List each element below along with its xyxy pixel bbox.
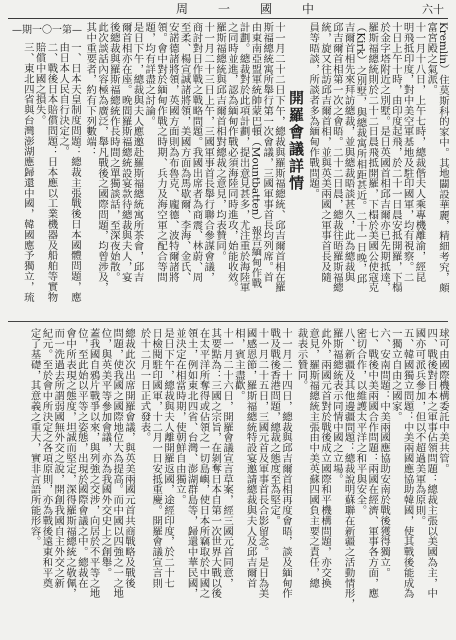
text-column: 蓋我國自鴉片戰爭以來，與列強之交涉，向居於不平等之地 <box>87 328 100 599</box>
article-block-bottom-middle <box>138 328 291 634</box>
text-column: 統，旋又往訪邱吉爾首相，並與英美兩國之軍事首長及隨 <box>319 22 332 282</box>
text-column: 其中重要者，約有下列數端： <box>84 22 97 158</box>
text-column: 羅斯福總統表示同情中國之立場。 <box>330 328 343 484</box>
text-column: 由東南亞盟軍統帥蒙巴頓（Mountbatten）報告緬甸作戰 <box>249 22 262 289</box>
text-column: 總裁此次出席開羅會議，與英美兩國元首共商戰略及戰後 <box>123 328 135 588</box>
text-column: 賠償中國之損失。 <box>33 42 46 126</box>
text-column: 紀元。至於會中所決定之各項原則，亦為戰後遠東和平奠 <box>40 328 53 588</box>
text-column: 吉爾首相先來拜訪總裁，並與總裁晤談甚久，此為總裁與 <box>342 22 355 282</box>
text-column: 並決定在相當時期，使朝鮮自由獨立。 <box>173 328 186 505</box>
text-column: 位，至此始以平等之姿態，出現於國際會議之中。總裁在 <box>75 328 88 588</box>
text-column: 十一月二十二日下午，總裁與羅斯福總統、邱吉爾首相在羅 <box>273 22 285 293</box>
text-column: 球可由國際機構委託中美共管。 <box>437 328 449 474</box>
text-column: 密切合作，以維護太平洋之和平與安全。 <box>354 328 367 516</box>
text-column: 八、新疆及其他邊疆問題：總裁說明蘇聯在新疆之活動情形， <box>342 328 355 609</box>
article-heading: 開羅會議詳情 <box>287 90 305 192</box>
text-column: 在太平洋所奪得或佔領之一切島嶼，使日本所竊取於中國之 <box>197 328 210 599</box>
text-column: 邱吉爾首相第一次之會晤。二十二日晨，總裁往晤羅斯福總 <box>330 22 343 293</box>
text-column: 題，均有詳盡之討論。 <box>143 22 156 126</box>
text-column: 五、韓國獨立問題：中美兩國應協助韓國，使其戰後能成為 <box>401 328 414 599</box>
issue-number: —第一〇一期— <box>12 25 82 36</box>
text-column: 十一月二十三日上午，三國軍事首長舉行聯合參謀會議， <box>202 22 215 282</box>
text-column: 戰及戰後香港問題，總裁之態度至為堅定。 <box>268 328 281 526</box>
text-column: 一獨立自由之國家。 <box>389 328 402 422</box>
article-block-top-left <box>21 42 80 318</box>
text-column: 十一月十八日，上午七時，總裁偕夫人乘專機離渝，經昆 <box>413 22 426 282</box>
text-column: 後總裁與羅斯福總統作長時間之單獨談話，至深夜始散。 <box>107 22 120 282</box>
text-column: 裁表示贊同。 <box>295 328 308 391</box>
text-column: 定了基礎，其意義之重大，實非言語所能形容。 <box>28 328 41 547</box>
text-column: 此外，兩國元首對於戰後成立國際和平機構問題，亦交換 <box>319 328 332 588</box>
article-block-bottom-right <box>295 328 448 634</box>
text-column: 領土，例如東北四省、台灣、澎湖群島等，歸還中華民國， <box>185 328 198 599</box>
text-column: 十一月二十四日，總裁與邱吉爾首相再度會晤，談及緬甸作 <box>280 328 292 599</box>
text-column: 國亦可派兵參加，但以不超過美軍為原則。 <box>413 328 426 526</box>
text-column: 四、戰後對日本之軍事佔領問題：總裁主張以美國為主，中 <box>425 328 438 599</box>
text-column: 十一月二十六日，開羅會議宣言草案，經三國元首同意， <box>221 328 234 588</box>
text-column: 十一月二十五日，三國元首及軍事首長合影留念。是日為美 <box>256 328 269 599</box>
text-column: 是日下午，總裁與夫人離開羅返國，途經印度，於二十七 <box>162 328 175 588</box>
text-column: 問題，使我國之國際地位大為提高。而中國以四強之一之地 <box>111 328 124 599</box>
text-column: 此次談話內容極為廣泛，舉凡戰後之國際問題，均曾涉及， <box>96 22 109 293</box>
text-column: 安諾德諸將領，英國方面則為布魯克、龐德、波特爾諸將 <box>166 22 179 282</box>
text-column: 而一洗過去所謂弱國無外交之說，開創我國自主外交之新 <box>52 328 65 588</box>
text-column: 由日本人民自行決定之。 <box>57 42 70 157</box>
text-column: 意見，羅斯福總統主張由中美英蘇四國負主要之責任，總 <box>307 328 320 588</box>
text-column: 相，賓主盡歡。 <box>232 328 245 401</box>
text-column: 是日下午，總裁與夫人應邀赴羅斯福總統寓所茶會，邱吉 <box>131 22 144 282</box>
article-block-bottom-left <box>28 328 134 634</box>
text-column: 明飛抵印度，對中美空軍基地及駐印國軍，均有視察。二 <box>401 22 414 282</box>
text-column: 之同時並進，認為緬甸作戰必須海陸同時進攻，始能收效。 <box>225 22 238 293</box>
text-column: 員等晤談，所談者多為緬甸作戰問題。 <box>307 22 320 199</box>
page-number: 十六 <box>422 3 444 16</box>
text-column: 領。會中對於緬甸作戰之時期、兵力及海空軍之配合等問 <box>155 22 168 282</box>
text-column: （Kirk）之別墅，與總裁寓所相距甚近。二十一日晚，邱 <box>354 22 367 284</box>
text-column: 於十二月一日正式發表。 <box>138 328 151 443</box>
text-column: 斯福總統寓所舉行第一次會議，三國軍事首長均列席。首 <box>261 22 274 282</box>
text-column: 計劃。總裁對於此項計劃，提出意見甚多，尤注重於海陸軍 <box>237 22 250 293</box>
text-column: Kremlin）住莫斯科的家中。其地闢設華麗，精細考究，頗 <box>437 22 449 293</box>
text-column: 十日上午十時，由印度起飛，於二十一日晨安抵開羅，下榻 <box>389 22 402 293</box>
text-column: 羅斯福總統則於二十二日晨飛抵開羅，下榻於美國公使寇克 <box>366 22 379 293</box>
text-column: 六、安南問題：中美兩國應協助安南於戰後獲得獨立。 <box>378 328 391 578</box>
text-column: 位，與英美平等參加會議，亦為我國外交史上之創舉。 <box>99 328 112 578</box>
text-column: 日檢閱駐印國軍，十二月一日安抵重慶。開羅會議宣言則 <box>150 328 163 588</box>
text-column: 會中所表現之態度，坦誠而堅定，深得羅斯福總統之敬佩， <box>64 328 77 599</box>
text-column: 七、戰後中美兩國合作問題：兩國在經濟、軍事各方面，應 <box>366 328 379 599</box>
text-column: 至柔、楊宣誠諸將領，美國方面為馬歇爾、李海、金氏、 <box>178 22 191 282</box>
article-block-top-middle <box>83 22 284 316</box>
text-column: 二、戰後日本賠償問題：日本應以工業機器及船舶等實物 <box>45 42 58 302</box>
text-column: 富宮殿之氣派。 <box>425 22 438 95</box>
text-column: 於金字塔附近之別墅。是日英國首相邱吉爾亦已先期抵達， <box>378 22 391 293</box>
text-column: 一、日本天皇制度問題：總裁主張戰後日本國體問題，應 <box>69 42 81 302</box>
text-column: 其要點為：三國之宗旨，在剝奪日本自第一次世界大戰以後 <box>209 328 222 599</box>
section-divider <box>8 321 448 322</box>
header-rule <box>8 18 448 19</box>
article-block-top-right <box>306 22 448 316</box>
publication-title: 中國一周 <box>176 2 345 16</box>
text-column: 爾首相亦在座。晚間羅斯福總統設宴款待總裁與夫人，宴 <box>119 22 132 282</box>
text-column: 國感恩節，羅斯福總統特設宴邀請總裁與夫人及邱吉爾首 <box>244 328 257 588</box>
text-column: 商討對日作戰之戰略問題。我國出席者為商震、林蔚、周 <box>190 22 203 282</box>
text-column: 三、東北四省與台灣澎湖應歸還中國，韓國應予獨立，琉 <box>21 42 34 302</box>
text-column: 羅斯福總統與邱吉爾首相對總裁之意見，均表贊同。 <box>214 22 227 262</box>
